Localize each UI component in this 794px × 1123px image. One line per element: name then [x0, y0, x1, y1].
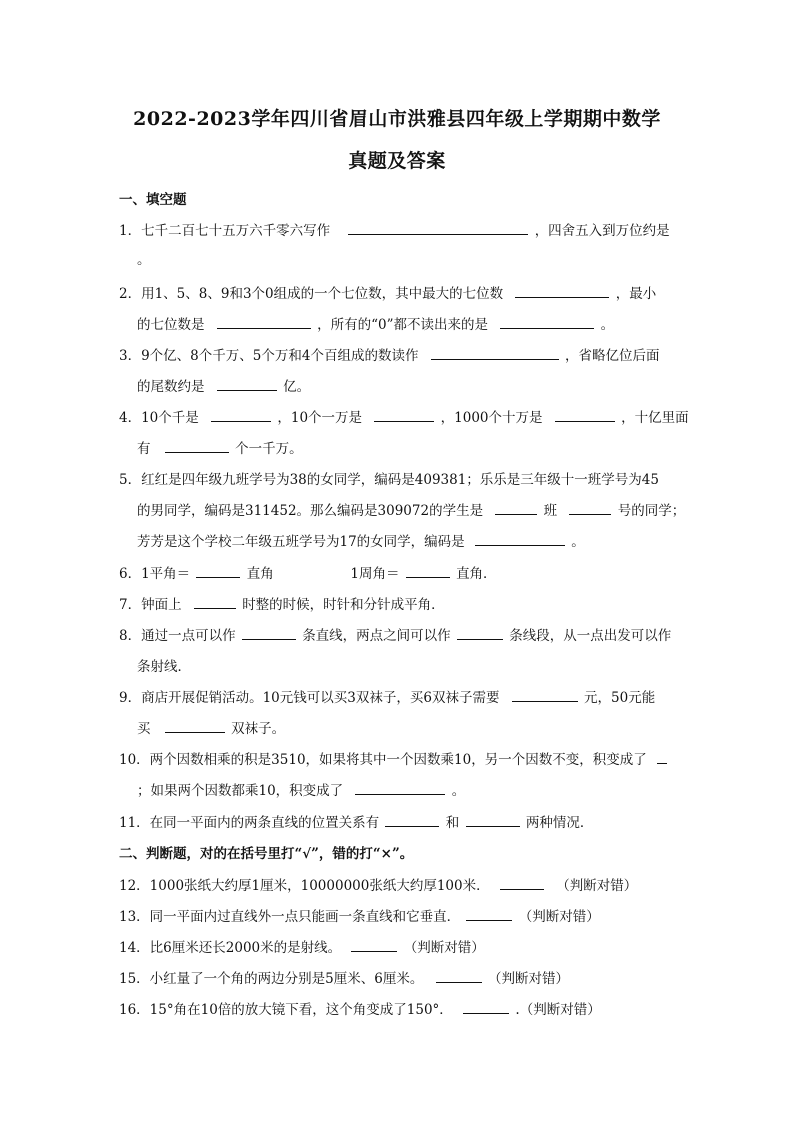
question-2	[119, 282, 656, 302]
question-text: 芳芳是这个学校二年级五班学号为17的女同学，编码是	[137, 534, 465, 550]
question-text: .（判断对错）	[515, 1002, 601, 1018]
answer-blank[interactable]	[500, 875, 544, 890]
question-text: 条线段，从一点出发可以作	[509, 628, 672, 644]
question-text: 时整的时候，时针和分针成平角．	[242, 597, 445, 613]
question-text: 10．两个因数相乘的积是3510，如果将其中一个因数乘10，另一个因数不变，积变成了	[119, 752, 647, 768]
answer-blank[interactable]	[457, 625, 503, 640]
question-text: 亿。	[283, 379, 311, 395]
question-text: 和	[445, 815, 460, 831]
answer-blank[interactable]	[242, 625, 296, 640]
question-text: 个一千万。	[235, 441, 303, 457]
section-heading-fill-blank: 一、填空题	[119, 192, 187, 208]
question-13	[119, 905, 600, 925]
question-text: 条射线．	[137, 659, 191, 675]
answer-blank[interactable]	[406, 563, 450, 578]
question-2-cont	[137, 313, 614, 333]
question-3	[119, 344, 660, 364]
question-text: 9．商店开展促销活动。10元钱可以买3双袜子，买6双袜子需要	[119, 690, 500, 706]
page-title-line-2: 真题及答案	[348, 150, 446, 172]
question-10-cont	[137, 779, 465, 799]
answer-blank[interactable]	[515, 283, 609, 298]
answer-blank[interactable]	[355, 780, 445, 795]
question-text: ，四舍五入到万位约是	[534, 223, 670, 239]
question-4-cont	[137, 437, 303, 457]
question-text: 13．同一平面内过直线外一点只能画一条直线和它垂直．	[119, 909, 461, 925]
question-text: 条直线，两点之间可以作	[302, 628, 451, 644]
answer-blank[interactable]	[165, 718, 225, 733]
question-text: ；如果两个因数都乘10，积变成了	[137, 783, 344, 799]
question-text: ，10个一万是	[277, 410, 363, 426]
question-5-cont-1	[137, 499, 685, 519]
question-text: 的尾数约是	[137, 379, 205, 395]
question-3-cont	[137, 375, 310, 395]
question-text: 3．9个亿、8个千万、5个万和4个百组成的数读作	[119, 348, 419, 364]
answer-blank[interactable]	[512, 687, 578, 702]
answer-blank[interactable]	[196, 563, 240, 578]
question-8-cont	[137, 655, 191, 675]
question-text: 11．在同一平面内的两条直线的位置关系有	[119, 815, 380, 831]
answer-blank[interactable]	[217, 376, 277, 391]
question-11	[119, 811, 593, 831]
question-text: ，1000个十万是	[440, 410, 543, 426]
question-9-cont	[137, 717, 285, 737]
page-title-line-1: 2022-2023学年四川省眉山市洪雅县四年级上学期期中数学	[133, 108, 661, 130]
question-text: 买	[137, 721, 151, 737]
question-text: 1．七千二百七十五万六千零六写作	[119, 223, 331, 239]
question-10	[119, 748, 669, 768]
answer-blank[interactable]	[657, 749, 667, 764]
question-text: 元，50元能	[584, 690, 656, 706]
answer-blank[interactable]	[466, 812, 520, 827]
question-text: 。	[451, 783, 466, 799]
question-text: 5．红红是四年级九班学号为38的女同学，编码是409381；乐乐是三年级十一班学号为45	[119, 472, 659, 488]
question-text: 双袜子。	[231, 721, 286, 737]
question-text: 。	[600, 317, 615, 333]
answer-blank[interactable]	[495, 500, 537, 515]
question-1	[119, 219, 670, 239]
answer-blank[interactable]	[165, 438, 229, 453]
answer-blank[interactable]	[385, 812, 439, 827]
question-text: 两种情况．	[525, 815, 594, 831]
answer-blank[interactable]	[374, 407, 434, 422]
question-text: 15．小红量了一个角的两边分别是5厘米、6厘米。	[119, 971, 424, 987]
question-text: ，十亿里面	[621, 410, 689, 426]
answer-blank[interactable]	[466, 906, 512, 921]
answer-blank[interactable]	[463, 999, 509, 1014]
question-text: 的男同学，编码是311452。那么编码是309072的学生是	[137, 503, 484, 519]
answer-blank[interactable]	[217, 314, 311, 329]
question-text: 2．用1、5、8、9和3个0组成的一个七位数，其中最大的七位数	[119, 286, 504, 302]
question-text: ，最小	[615, 286, 657, 302]
answer-blank[interactable]	[211, 407, 271, 422]
question-8	[119, 624, 671, 644]
question-text: （判断对错）	[487, 971, 569, 987]
question-12	[119, 874, 637, 894]
answer-blank[interactable]	[351, 937, 397, 952]
question-text: （判断对错）	[403, 940, 485, 956]
question-4	[119, 406, 689, 426]
question-9	[119, 686, 655, 706]
answer-blank[interactable]	[348, 220, 528, 235]
question-text: ，省略亿位后面	[565, 348, 660, 364]
question-16	[119, 998, 601, 1018]
question-1-cont	[137, 248, 151, 268]
question-text: （判断对错）	[556, 878, 638, 894]
question-text: 的七位数是	[137, 317, 205, 333]
answer-blank[interactable]	[194, 594, 236, 609]
question-text: 12．1000张纸大约厚1厘米，10000000张纸大约厚100米．	[119, 878, 490, 894]
question-text: 8．通过一点可以作	[119, 628, 236, 644]
question-text: ，所有的“0”都不读出来的是	[317, 317, 488, 333]
question-text: 4．10个千是	[119, 410, 199, 426]
question-5-cont-2	[137, 530, 585, 550]
question-7	[119, 593, 445, 613]
question-text: 7．钟面上	[119, 597, 182, 613]
question-text: 班	[543, 503, 558, 519]
question-5	[119, 468, 659, 488]
question-text: 14．比6厘米还长2000米的是射线。	[119, 940, 342, 956]
answer-blank[interactable]	[475, 531, 565, 546]
answer-blank[interactable]	[436, 968, 482, 983]
answer-blank[interactable]	[500, 314, 594, 329]
question-text: 16．15°角在10倍的放大镜下看，这个角变成了150°．	[119, 1002, 453, 1018]
question-6	[119, 562, 497, 582]
question-text: 号的同学；	[617, 503, 686, 519]
question-text: 1周角＝	[350, 566, 400, 582]
question-text: 6．1平角＝	[119, 566, 191, 582]
question-text: 直角．	[456, 566, 497, 582]
question-text: 。	[571, 534, 585, 550]
answer-blank[interactable]	[431, 345, 559, 360]
question-text: 直角	[246, 566, 274, 582]
question-text: 有	[137, 441, 151, 457]
question-14	[119, 936, 485, 956]
question-text: （判断对错）	[518, 909, 600, 925]
answer-blank[interactable]	[555, 407, 615, 422]
question-text: 。	[137, 252, 151, 268]
section-heading-true-false: 二、判断题，对的在括号里打“√”，错的打“×”。	[119, 846, 414, 862]
question-15	[119, 967, 569, 987]
answer-blank[interactable]	[569, 500, 611, 515]
